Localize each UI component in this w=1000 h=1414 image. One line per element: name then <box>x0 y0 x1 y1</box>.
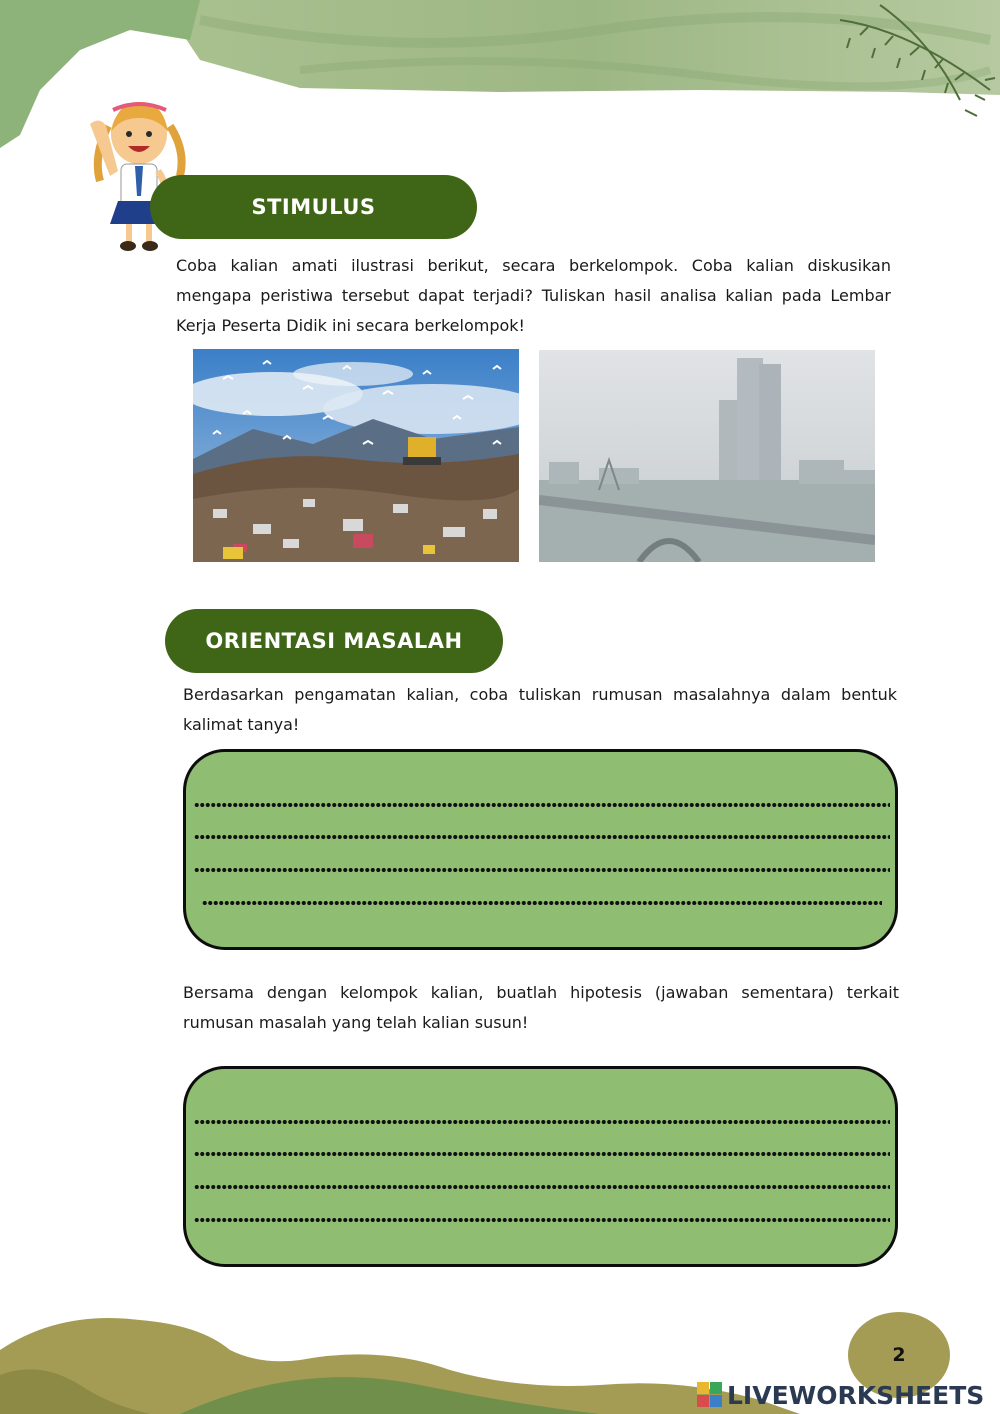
liveworksheets-watermark[interactable] <box>697 1378 997 1412</box>
problem-formulation-prompt: Berdasarkan pengamatan kalian, coba tuliskan rumusan masalahnya dalam bentuk kalimat tanya! <box>183 685 897 734</box>
answer-line[interactable] <box>194 1184 890 1190</box>
page-number: 2 <box>892 1344 906 1366</box>
problem-formulation-answer-box[interactable] <box>183 749 898 950</box>
answer-line[interactable] <box>202 900 882 906</box>
answer-line[interactable] <box>194 1119 890 1125</box>
stimulus-heading <box>150 175 477 239</box>
answer-line[interactable] <box>194 867 890 873</box>
stimulus-heading-text: STIMULUS <box>251 195 376 219</box>
landfill-photo <box>193 349 519 562</box>
answer-line[interactable] <box>194 1151 890 1157</box>
stimulus-instruction: Coba kalian amati ilustrasi berikut, secara berkelompok. Coba kalian diskusikan mengapa peristiwa tersebut dapat terjadi? Tuliskan hasil analisa kalian pada Lembar Kerja Peserta Didik ini secara berkelompok! <box>176 256 891 335</box>
orientasi-masalah-heading <box>165 609 503 673</box>
hypothesis-answer-box[interactable] <box>183 1066 898 1267</box>
hypothesis-prompt: Bersama dengan kelompok kalian, buatlah hipotesis (jawaban sementara) terkait rumusan masalah yang telah kalian susun! <box>183 983 899 1032</box>
answer-line[interactable] <box>194 802 890 808</box>
answer-line[interactable] <box>194 834 890 840</box>
answer-line[interactable] <box>194 1217 890 1223</box>
liveworksheets-logo-icon <box>697 1382 723 1408</box>
watermark-text: LIVEWORKSHEETS <box>727 1380 985 1410</box>
orientasi-masalah-heading-text: ORIENTASI MASALAH <box>205 629 463 653</box>
smog-city-photo <box>539 350 875 562</box>
